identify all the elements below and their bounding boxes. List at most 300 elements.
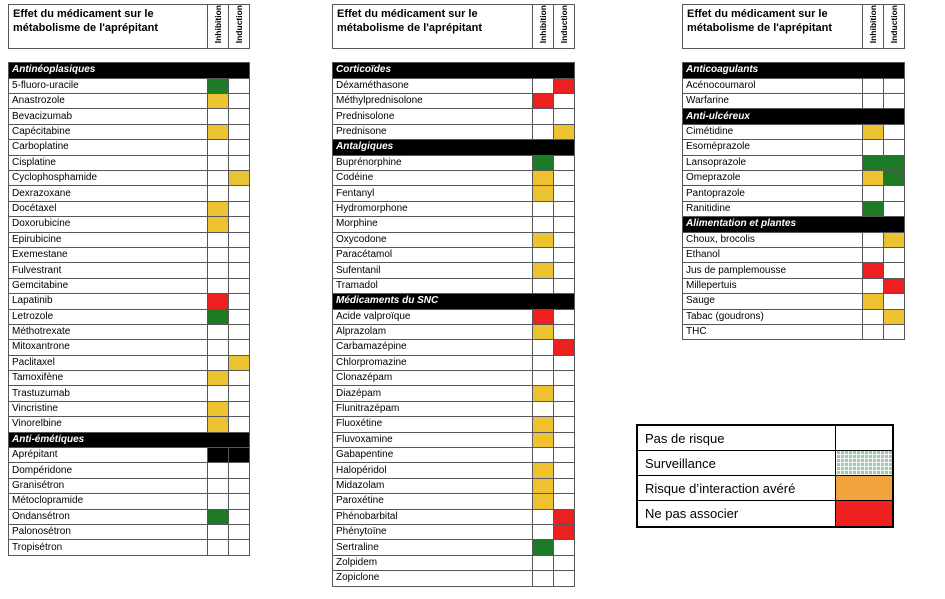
legend-label: Pas de risque [645, 430, 725, 446]
drug-row [9, 340, 250, 355]
induction-risk-cell [553, 232, 574, 247]
induction-risk-cell [228, 186, 249, 201]
drug-name: Buprénorphine [333, 155, 533, 170]
drug-row [683, 232, 905, 247]
induction-risk-cell [884, 155, 905, 170]
induction-risk-cell [228, 386, 249, 401]
induction-label: Induction [558, 5, 569, 44]
drug-name: Warfarine [683, 94, 863, 109]
drug-name: Doxorubicine [9, 217, 208, 232]
inhibition-risk-cell [207, 201, 228, 216]
category-row [683, 217, 905, 232]
drug-row [683, 247, 905, 262]
category-row [683, 109, 905, 124]
drug-name: 5-fluoro-uracile [9, 78, 208, 93]
drug-row [9, 186, 250, 201]
drug-name: THC [683, 324, 863, 339]
drug-row [333, 155, 575, 170]
drug-name: Fulvestrant [9, 263, 208, 278]
legend-label: Risque d’interaction avéré [645, 480, 796, 496]
drug-row [9, 386, 250, 401]
drug-name: Diazépam [333, 386, 533, 401]
inhibition-risk-cell [863, 170, 884, 185]
induction-risk-cell [553, 478, 574, 493]
drug-name: Acide valproïque [333, 309, 533, 324]
drug-name: Ondansétron [9, 509, 208, 524]
drug-row [9, 170, 250, 185]
drug-name: Cyclophosphamide [9, 170, 208, 185]
drug-row [9, 417, 250, 432]
drug-row [9, 463, 250, 478]
legend-row [638, 451, 892, 476]
drug-row [333, 124, 575, 139]
drug-row [333, 324, 575, 339]
inhibition-risk-cell [863, 94, 884, 109]
drug-row [683, 155, 905, 170]
induction-risk-cell [553, 571, 574, 586]
drug-row [333, 478, 575, 493]
drug-row [333, 386, 575, 401]
induction-risk-cell [884, 170, 905, 185]
induction-risk-cell [228, 309, 249, 324]
drug-name: Halopéridol [333, 463, 533, 478]
inhibition-risk-cell [532, 494, 553, 509]
inhibition-risk-cell [532, 524, 553, 539]
drug-row [683, 186, 905, 201]
induction-risk-cell [553, 509, 574, 524]
drug-row [9, 201, 250, 216]
drug-row [683, 278, 905, 293]
drug-name: Cisplatine [9, 155, 208, 170]
inhibition-risk-cell [207, 263, 228, 278]
drug-row [9, 109, 250, 124]
induction-risk-cell [553, 155, 574, 170]
drug-name: Trastuzumab [9, 386, 208, 401]
drug-name: Epirubicine [9, 232, 208, 247]
induction-risk-cell [228, 263, 249, 278]
drug-row [683, 324, 905, 339]
inhibition-risk-cell [207, 78, 228, 93]
inhibition-risk-cell [207, 540, 228, 555]
inhibition-risk-cell [863, 78, 884, 93]
drug-name: Alprazolam [333, 324, 533, 339]
inhibition-risk-cell [207, 124, 228, 139]
induction-risk-cell [228, 448, 249, 463]
induction-risk-cell [228, 278, 249, 293]
drug-row [333, 278, 575, 293]
induction-risk-cell [884, 278, 905, 293]
drug-name: Déxaméthasone [333, 78, 533, 93]
induction-risk-cell [228, 94, 249, 109]
drug-name: Midazolam [333, 478, 533, 493]
table-title: Effet du médicament sur le métabolisme de l'aprépitant [683, 5, 863, 49]
inhibition-risk-cell [207, 494, 228, 509]
induction-risk-cell [228, 217, 249, 232]
inhibition-risk-cell [207, 417, 228, 432]
inhibition-risk-cell [863, 247, 884, 262]
drug-name: Choux, brocolis [683, 232, 863, 247]
induction-risk-cell [553, 263, 574, 278]
induction-risk-cell [884, 294, 905, 309]
inhibition-risk-cell [532, 170, 553, 185]
induction-risk-cell [553, 247, 574, 262]
drug-row [333, 109, 575, 124]
induction-risk-cell [553, 124, 574, 139]
inhibition-risk-cell [207, 448, 228, 463]
drug-row [333, 309, 575, 324]
drug-row [9, 155, 250, 170]
inhibition-label: Inhibition [212, 5, 223, 44]
induction-risk-cell [553, 355, 574, 370]
table-header [332, 4, 575, 49]
drug-name: Carboplatine [9, 140, 208, 155]
drug-row [333, 94, 575, 109]
induction-risk-cell [884, 78, 905, 93]
induction-risk-cell [228, 540, 249, 555]
inhibition-risk-cell [532, 263, 553, 278]
induction-risk-cell [228, 201, 249, 216]
drug-row [9, 78, 250, 93]
drug-rows-table [332, 62, 575, 586]
inhibition-risk-cell [863, 309, 884, 324]
drug-row [333, 463, 575, 478]
drug-row [333, 509, 575, 524]
drug-name: Bevacizumab [9, 109, 208, 124]
drug-row [9, 478, 250, 493]
drug-row [683, 78, 905, 93]
drug-name: Jus de pamplemousse [683, 263, 863, 278]
drug-row [683, 201, 905, 216]
induction-risk-cell [553, 540, 574, 555]
inhibition-risk-cell [207, 155, 228, 170]
drug-name: Phénytoïne [333, 524, 533, 539]
drug-row [9, 294, 250, 309]
drug-row [333, 432, 575, 447]
drug-name: Morphine [333, 217, 533, 232]
drug-name: Zolpidem [333, 555, 533, 570]
inhibition-risk-cell [207, 217, 228, 232]
drug-row [9, 217, 250, 232]
inhibition-risk-cell [207, 463, 228, 478]
drug-name: Gemcitabine [9, 278, 208, 293]
inhibition-risk-cell [207, 386, 228, 401]
legend-row [638, 501, 892, 526]
inhibition-risk-cell [207, 278, 228, 293]
drug-rows-table [682, 62, 905, 340]
inhibition-risk-cell [532, 232, 553, 247]
induction-risk-cell [228, 340, 249, 355]
category-row [9, 63, 250, 78]
inhibition-risk-cell [863, 186, 884, 201]
category-label: Antalgiques [333, 140, 575, 155]
induction-risk-cell [553, 432, 574, 447]
induction-risk-cell [553, 386, 574, 401]
inhibition-column-header [208, 5, 229, 49]
induction-risk-cell [553, 186, 574, 201]
drug-name: Pantoprazole [683, 186, 863, 201]
drug-name: Flunitrazépam [333, 401, 533, 416]
induction-risk-cell [553, 324, 574, 339]
drug-name: Prednisolone [333, 109, 533, 124]
inhibition-risk-cell [207, 340, 228, 355]
category-row [9, 432, 250, 447]
drug-row [333, 78, 575, 93]
drug-name: Acénocoumarol [683, 78, 863, 93]
drug-name: Millepertuis [683, 278, 863, 293]
drug-name: Sufentanil [333, 263, 533, 278]
induction-risk-cell [228, 417, 249, 432]
legend-row [638, 476, 892, 501]
drug-name: Vinorelbine [9, 417, 208, 432]
drug-row [333, 494, 575, 509]
induction-column-header [229, 5, 250, 49]
drug-name: Clonazépam [333, 371, 533, 386]
drug-row [683, 294, 905, 309]
inhibition-column-header [533, 5, 554, 49]
inhibition-risk-cell [863, 201, 884, 216]
inhibition-risk-cell [532, 186, 553, 201]
induction-risk-cell [884, 94, 905, 109]
drug-row [9, 124, 250, 139]
inhibition-risk-cell [532, 309, 553, 324]
induction-risk-cell [553, 170, 574, 185]
induction-risk-cell [553, 555, 574, 570]
inhibition-risk-cell [863, 294, 884, 309]
inhibition-risk-cell [532, 448, 553, 463]
drug-name: Paracétamol [333, 247, 533, 262]
inhibition-risk-cell [532, 478, 553, 493]
legend [636, 424, 894, 528]
induction-risk-cell [228, 324, 249, 339]
inhibition-risk-cell [532, 371, 553, 386]
induction-risk-cell [228, 232, 249, 247]
induction-risk-cell [884, 309, 905, 324]
drug-row [333, 217, 575, 232]
induction-risk-cell [228, 140, 249, 155]
induction-risk-cell [553, 340, 574, 355]
drug-row [9, 324, 250, 339]
induction-risk-cell [228, 478, 249, 493]
drug-name: Zopiclone [333, 571, 533, 586]
drug-name: Tramadol [333, 278, 533, 293]
inhibition-risk-cell [532, 94, 553, 109]
category-label: Corticoïdes [333, 63, 575, 78]
drug-row [9, 247, 250, 262]
drug-row [333, 401, 575, 416]
induction-column-header [884, 5, 905, 49]
table-title: Effet du médicament sur le métabolisme de l'aprépitant [9, 5, 208, 49]
drug-row [333, 247, 575, 262]
drug-row [333, 524, 575, 539]
inhibition-risk-cell [863, 278, 884, 293]
induction-risk-cell [228, 509, 249, 524]
table-title: Effet du médicament sur le métabolisme de l'aprépitant [333, 5, 533, 49]
induction-risk-cell [884, 263, 905, 278]
inhibition-risk-cell [532, 463, 553, 478]
induction-risk-cell [553, 78, 574, 93]
induction-risk-cell [884, 201, 905, 216]
legend-label: Ne pas associer [645, 506, 739, 521]
inhibition-column-header [863, 5, 884, 49]
inhibition-risk-cell [532, 340, 553, 355]
inhibition-risk-cell [863, 232, 884, 247]
induction-risk-cell [884, 124, 905, 139]
drug-name: Paclitaxel [9, 355, 208, 370]
category-label: Antinéoplasiques [9, 63, 250, 78]
drug-name: Esoméprazole [683, 140, 863, 155]
inhibition-risk-cell [532, 124, 553, 139]
drug-name: Oxycodone [333, 232, 533, 247]
drug-name: Codéine [333, 170, 533, 185]
induction-risk-cell [553, 463, 574, 478]
drug-row [9, 232, 250, 247]
induction-label: Induction [233, 5, 244, 44]
drug-name: Fluoxétine [333, 417, 533, 432]
drug-row [683, 170, 905, 185]
legend-swatch-none [835, 426, 892, 450]
induction-risk-cell [553, 371, 574, 386]
table-header [682, 4, 905, 49]
inhibition-risk-cell [863, 324, 884, 339]
drug-row [333, 371, 575, 386]
drug-row [9, 509, 250, 524]
induction-risk-cell [553, 109, 574, 124]
induction-risk-cell [884, 140, 905, 155]
drug-name: Ethanol [683, 247, 863, 262]
drug-row [683, 140, 905, 155]
drug-row [9, 94, 250, 109]
inhibition-risk-cell [863, 140, 884, 155]
inhibition-risk-cell [207, 94, 228, 109]
drug-row [333, 571, 575, 586]
induction-risk-cell [228, 124, 249, 139]
drug-row [683, 309, 905, 324]
inhibition-label: Inhibition [867, 5, 878, 44]
drug-name: Carbamazépine [333, 340, 533, 355]
inhibition-risk-cell [532, 509, 553, 524]
drug-name: Hydromorphone [333, 201, 533, 216]
inhibition-label: Inhibition [537, 5, 548, 44]
drug-name: Chlorpromazine [333, 355, 533, 370]
category-label: Alimentation et plantes [683, 217, 905, 232]
inhibition-risk-cell [532, 109, 553, 124]
drug-row [333, 201, 575, 216]
induction-risk-cell [553, 524, 574, 539]
drug-name: Prednisone [333, 124, 533, 139]
drug-name: Letrozole [9, 309, 208, 324]
inhibition-risk-cell [207, 109, 228, 124]
drug-name: Vincristine [9, 401, 208, 416]
induction-risk-cell [228, 494, 249, 509]
induction-risk-cell [884, 247, 905, 262]
category-label: Anti-ulcéreux [683, 109, 905, 124]
inhibition-risk-cell [207, 355, 228, 370]
drug-row [9, 309, 250, 324]
drug-row [9, 278, 250, 293]
legend-row [638, 426, 892, 451]
drug-row [333, 417, 575, 432]
inhibition-risk-cell [863, 124, 884, 139]
inhibition-risk-cell [532, 432, 553, 447]
induction-risk-cell [228, 109, 249, 124]
induction-risk-cell [228, 371, 249, 386]
drug-name: Gabapentine [333, 448, 533, 463]
inhibition-risk-cell [532, 401, 553, 416]
category-row [333, 140, 575, 155]
category-row [683, 63, 905, 78]
induction-risk-cell [228, 294, 249, 309]
drug-row [9, 448, 250, 463]
category-row [333, 63, 575, 78]
drug-row [9, 263, 250, 278]
drug-rows-table [8, 62, 250, 556]
legend-swatch-red [835, 501, 892, 526]
drug-name: Tropisétron [9, 540, 208, 555]
drug-row [333, 232, 575, 247]
drug-name: Lansoprazole [683, 155, 863, 170]
drug-name: Docétaxel [9, 201, 208, 216]
inhibition-risk-cell [532, 324, 553, 339]
drug-row [9, 140, 250, 155]
table-corticoides-antalgiques-snc [332, 4, 575, 587]
drug-row [333, 170, 575, 185]
drug-name: Méthylprednisolone [333, 94, 533, 109]
drug-name: Fluvoxamine [333, 432, 533, 447]
induction-label: Induction [888, 5, 899, 44]
inhibition-risk-cell [532, 217, 553, 232]
category-label: Anticoagulants [683, 63, 905, 78]
inhibition-risk-cell [207, 247, 228, 262]
inhibition-risk-cell [207, 294, 228, 309]
induction-risk-cell [553, 278, 574, 293]
inhibition-risk-cell [532, 355, 553, 370]
inhibition-risk-cell [863, 155, 884, 170]
inhibition-risk-cell [863, 263, 884, 278]
drug-name: Tabac (goudrons) [683, 309, 863, 324]
inhibition-risk-cell [207, 371, 228, 386]
inhibition-risk-cell [532, 417, 553, 432]
drug-row [333, 540, 575, 555]
drug-name: Dexrazoxane [9, 186, 208, 201]
drug-row [683, 124, 905, 139]
drug-name: Granisétron [9, 478, 208, 493]
drug-row [683, 94, 905, 109]
legend-swatch-green-hatch [835, 451, 892, 475]
induction-risk-cell [553, 309, 574, 324]
drug-row [333, 555, 575, 570]
drug-name: Dompéridone [9, 463, 208, 478]
drug-name: Sauge [683, 294, 863, 309]
induction-risk-cell [884, 232, 905, 247]
drug-row [9, 524, 250, 539]
drug-name: Lapatinib [9, 294, 208, 309]
drug-name: Sertraline [333, 540, 533, 555]
inhibition-risk-cell [207, 232, 228, 247]
category-label: Anti-émétiques [9, 432, 250, 447]
inhibition-risk-cell [207, 401, 228, 416]
drug-row [9, 371, 250, 386]
induction-risk-cell [553, 94, 574, 109]
drug-row [333, 355, 575, 370]
inhibition-risk-cell [207, 478, 228, 493]
drug-row [9, 540, 250, 555]
drug-name: Capécitabine [9, 124, 208, 139]
table-anticoagulants-antiulcereux-alimentation [682, 4, 905, 340]
drug-row [9, 355, 250, 370]
induction-risk-cell [553, 401, 574, 416]
drug-name: Fentanyl [333, 186, 533, 201]
drug-name: Mitoxantrone [9, 340, 208, 355]
